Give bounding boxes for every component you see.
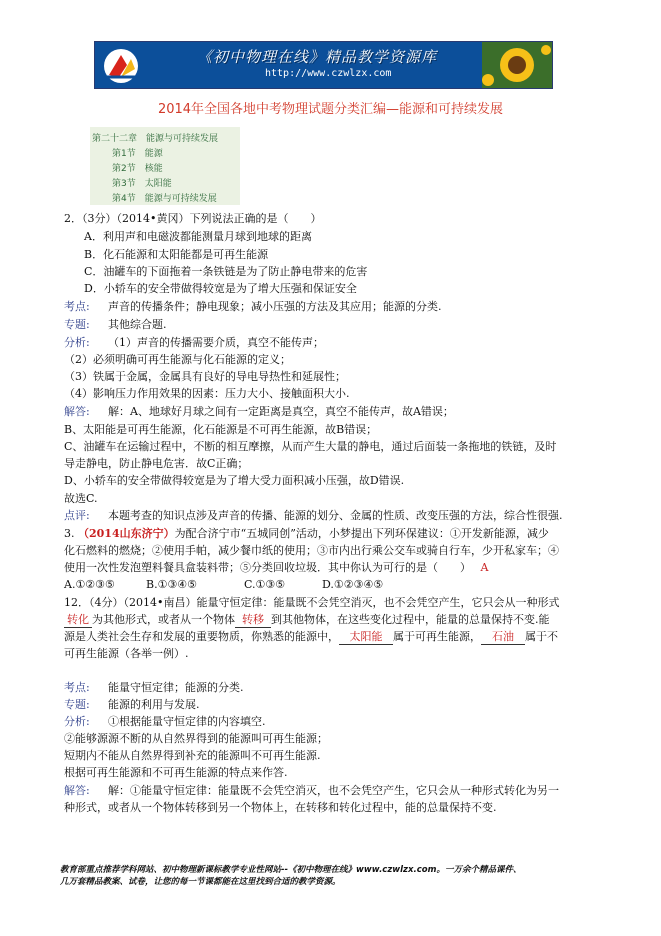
jieda-line: 导走静电，防止静电危害．故C正确； <box>64 457 249 470</box>
jieda-line: D、小轿车的安全带做得较宽是为了增大受力面积减小压强，故D错误. <box>64 474 405 487</box>
jieda-label: 解答: <box>64 405 90 418</box>
fenxi-label: 分析: <box>64 715 90 728</box>
page-footer <box>60 864 521 888</box>
answer-blank-2: 转移 <box>235 613 271 628</box>
document-title: 2014年全国各地中考物理试题分类汇编—能源和可持续发展 <box>157 102 504 117</box>
option-b: B．化石能源和太阳能都是可再生能源 <box>84 248 269 261</box>
jieda-label: 解答: <box>64 784 90 797</box>
banner-url[interactable]: http://www.czwlzx.com <box>265 68 392 79</box>
question-12-line: 可再生能源（各举一例）. <box>64 647 189 660</box>
jieda-line: 解：①能量守恒定律：能量既不会凭空消灭，也不会凭空产生，它只会从一种形式转化为另一 <box>108 784 559 797</box>
chapter-toc <box>90 127 240 205</box>
question-3-line <box>64 527 549 541</box>
footer-line: 教育部重点推荐学科网站、初中物理新课标教学专业性网站--《初中物理在线》www.czwlzx.com。一万余个精品课件、 <box>60 865 522 875</box>
fenxi-line: ②能够源源不断的从自然界得到的能源叫可再生能源； <box>64 732 328 745</box>
answer-blank-4: 石油 <box>481 630 525 645</box>
toc-chapter: 第二十二章 能源与可持续发展 <box>92 134 219 144</box>
question-12-text: 属于不 <box>525 630 558 643</box>
sunflower-icon <box>482 42 552 88</box>
jieda-line: B、太阳能是可再生能源，化石能源是不可再生能源，故B错误； <box>64 423 378 436</box>
fenxi-line: （4）影响压力作用效果的因素：压力大小、接触面积大小. <box>64 387 350 400</box>
jieda-line: 解：A、地球好月球之间有一定距离是真空，真空不能传声，故A错误； <box>108 405 454 418</box>
answer-blank-3: 太阳能 <box>339 630 393 645</box>
question-12-text: 属于可再生能源， <box>393 630 481 643</box>
fenxi-line: 根据可再生能源和不可再生能源的特点来作答. <box>64 766 288 779</box>
zhuanti-text: 能源的利用与发展. <box>108 698 200 711</box>
site-banner <box>94 41 553 89</box>
dianping-text: 本题考查的知识点涉及声音的传播、能源的划分、金属的性质、改变压强的方法，综合性很强. <box>108 509 563 522</box>
fenxi-line: ①根据能量守恒定律的内容填空. <box>108 715 266 728</box>
option-d: D．小轿车的安全带做得较宽是为了增大压强和保证安全 <box>84 282 357 295</box>
question-2-stem: 2．（3分）（2014•黄冈）下列说法正确的是（ ） <box>64 212 322 225</box>
jieda-line: 故选C. <box>64 492 98 505</box>
q3-option-c: C.①③⑤ <box>244 578 286 591</box>
option-c: C．油罐车的下面拖着一条铁链是为了防止静电带来的危害 <box>84 265 368 278</box>
zhuanti-label: 专题: <box>64 698 90 711</box>
question-12-line <box>64 630 558 645</box>
question-3-line <box>64 561 488 575</box>
option-a: A．利用声和电磁波都能测量月球到地球的距离 <box>84 230 312 243</box>
answer-blank-1: 转化 <box>64 613 92 628</box>
zhuanti-text: 其他综合题. <box>108 318 167 331</box>
question-3-number: 3. <box>64 527 75 540</box>
question-12-text: 为其他形式，或者从一个物体 <box>92 613 235 626</box>
kaodian-label: 考点: <box>64 300 90 313</box>
question-3-text: 为配合济宁市“五城同创”活动，小梦提出下列环保建议：①开发新能源，减少 <box>174 527 549 540</box>
question-12-text: 源是人类社会生存和发展的重要物质，你熟悉的能源中， <box>64 630 339 643</box>
fenxi-label: 分析: <box>64 336 90 349</box>
fenxi-line: （2）必须明确可再生能源与化石能源的定义； <box>64 353 291 366</box>
fenxi-line: （1）声音的传播需要介质，真空不能传声； <box>108 336 324 349</box>
toc-section: 第4节 能源与可持续发展 <box>112 194 217 204</box>
question-3-answer: A <box>480 561 489 574</box>
dianping-label: 点评: <box>64 509 90 522</box>
toc-section: 第3节 太阳能 <box>112 179 172 189</box>
question-3-source: （2014山东济宁） <box>78 527 175 540</box>
jieda-line: C、油罐车在运输过程中，不断的相互摩擦，从而产生大量的静电，通过后面装一条拖地的铁链，及时 <box>64 440 557 453</box>
q3-option-b: B.①③④⑤ <box>146 578 198 591</box>
q3-option-a: A.①②③⑤ <box>64 578 115 591</box>
question-3-line: 化石燃料的燃烧；②使用手帕，减少餐巾纸的使用；③市内出行乘公交车或骑自行车，少开私家车；④ <box>64 544 559 557</box>
question-3-text: 使用一次性发泡塑料餐具盒装料带；⑤分类回收垃圾．其中你认为可行的是（ ） <box>64 561 471 574</box>
kaodian-text: 能量守恒定律；能源的分类. <box>108 681 244 694</box>
kaodian-text: 声音的传播条件；静电现象；减小压强的方法及其应用；能源的分类. <box>108 300 442 313</box>
toc-section: 第2节 核能 <box>112 164 163 174</box>
toc-section: 第1节 能源 <box>112 149 163 159</box>
q3-option-d: D.①②③④⑤ <box>322 578 384 591</box>
jieda-line: 种形式，或者从一个物体转移到另一个物体上，在转移和转化过程中，能的总量保持不变. <box>64 801 497 814</box>
question-12-line <box>64 613 550 628</box>
kaodian-label: 考点: <box>64 681 90 694</box>
fenxi-line: 短期内不能从自然界得到补充的能源叫不可再生能源. <box>64 749 321 762</box>
banner-title: 《初中物理在线》精品教学资源库 <box>197 48 438 66</box>
site-logo-icon <box>101 47 141 85</box>
fenxi-line: （3）铁属于金属，金属具有良好的导电导热性和延展性； <box>64 370 346 383</box>
zhuanti-label: 专题: <box>64 318 90 331</box>
question-12-text: 到其他物体，在这些变化过程中，能量的总量保持不变.能 <box>271 613 550 626</box>
question-12-line: 12．（4分）（2014•南昌）能量守恒定律：能量既不会凭空消灭，也不会凭空产生，它只会从一种形式 <box>64 596 560 609</box>
footer-line: 几万套精品教案、试卷，让您的每一节课都能在这里找到合适的教学资源。 <box>60 877 341 887</box>
